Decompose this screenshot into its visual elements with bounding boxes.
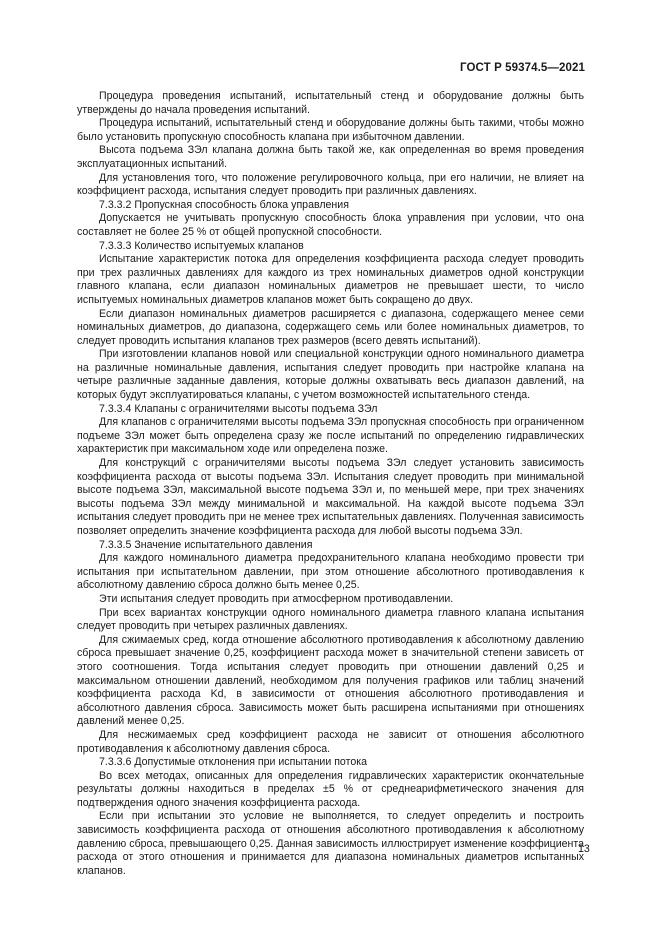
- paragraph-1: Процедура проведения испытаний, испытательный стенд и оборудование должны быть утверждены до начала проведения испытаний.: [77, 90, 584, 116]
- section-heading-7-3-3-3: 7.3.3.3 Количество испытуемых клапанов: [99, 239, 304, 252]
- paragraph-7: Если диапазон номинальных диаметров расширяется с диапазона, содержащего менее семи номинальных диаметров, до диапазона, содержащего семь или более номинальных диаметров, то следует проводить испытания клапанов трех размеров (всего девять испытаний).: [77, 307, 584, 347]
- section-heading-7-3-3-4: 7.3.3.4 Клапаны с ограничителями высоты подъема ЗЭл: [99, 402, 378, 415]
- paragraph-13: При всех вариантах конструкции одного номинального диаметра главного клапана испытания следует проводить при четырех различных давлениях.: [77, 606, 584, 633]
- paragraph-8: При изготовлении клапанов новой или специальной конструкции одного номинального диаметра на различные номинальные давления, испытания следует проводить при настройке клапана на четыре различные заданные давления, которые должны охватывать весь диапазон давлений, на которых будут эксплуатироваться клапаны, с учетом возможностей испытательного стенда.: [77, 348, 584, 402]
- section-heading-7-3-3-2: 7.3.3.2 Пропускная способность блока управления: [99, 198, 349, 211]
- paragraph-3: Высота подъема ЗЭл клапана должна быть такой же, как определенная во время проведения эксплуатационных испытаний.: [77, 144, 584, 170]
- paragraph-2: Процедура испытаний, испытательный стенд и оборудование должны быть такими, чтобы можно было установить пропускную способность клапана при избыточном давлении.: [77, 117, 584, 143]
- document-header: ГОСТ Р 59374.5—2021: [460, 62, 585, 74]
- paragraph-5: Допускается не учитывать пропускную способность блока управления при условии, что она составляет не более 25 % от общей пропускной способности.: [77, 212, 584, 238]
- paragraph-14: Для сжимаемых сред, когда отношение абсолютного противодавления к абсолютному давлению сброса превышает значение 0,25, коэффициент расхода может в значительной степени зависеть от этого соотношения. Тогда испытания следует проводить при отношении давлений 0,25 и максимальном отношении давлений, необходимом для получения графиков или таблиц значений коэффициента расхода Kd, в зависимости от отношения абсолютного противодавления и абсолютного давления сброса. Зависимость может быть расширена испытаниями при отношениях давлений менее 0,25.: [77, 633, 584, 728]
- section-heading-7-3-3-6: 7.3.3.6 Допустимые отклонения при испытании потока: [99, 756, 367, 769]
- page-number: 13: [578, 843, 590, 855]
- paragraph-10: Для конструкций с ограничителями высоты подъема ЗЭл следует установить зависимость коэффициента расхода от высоты подъема ЗЭл. Испытания следует проводить при минимальной высоте подъема ЗЭл, максимальной высоте подъема ЗЭл и, по меньшей мере, при трех значениях высоты подъема ЗЭл между минимальной и максимальной. На каждой высоте подъема ЗЭл испытания следует проводить при не менее трех испытательных давлениях. Полученная зависимость позволяет определить значение коэффициента расхода для любой высоты подъема ЗЭл.: [77, 457, 584, 537]
- section-heading-7-3-3-5: 7.3.3.5 Значение испытательного давления: [99, 538, 313, 551]
- paragraph-16: Во всех методах, описанных для определения гидравлических характеристик окончательные результаты должны находиться в пределах ±5 % от среднеарифметического значения для подтверждения одного значения коэффициента расхода.: [77, 769, 584, 809]
- paragraph-11: Для каждого номинального диаметра предохранительного клапана необходимо провести три испытания при испытательном давлении, при этом отношение абсолютного противодавления к абсолютному давлению сброса должно быть менее 0,25.: [77, 552, 584, 592]
- paragraph-15: Для несжимаемых сред коэффициент расхода не зависит от отношения абсолютного противодавления к абсолютному давления сброса.: [77, 728, 584, 755]
- paragraph-9: Для клапанов с ограничителями высоты подъема ЗЭл пропускная способность при ограниченном подъеме ЗЭл может быть определена сразу же после испытаний по определению гидравлических характеристик при максимальном ходе или определена позже.: [77, 416, 584, 456]
- paragraph-6: Испытание характеристик потока для определения коэффициента расхода следует проводить при трех различных давлениях для каждого из трех номинальных диаметров одной конструкции главного клапана, если диапазон номинальных диаметров не превышает шести, то число испытуемых номинальных диаметров клапанов может быть сокращено до двух.: [77, 253, 584, 306]
- paragraph-4: Для установления того, что положение регулировочного кольца, при его наличии, не влияет на коэффициент расхода, испытания следует проводить при различных давлениях.: [77, 171, 584, 198]
- document-body: [77, 90, 584, 878]
- paragraph-17: Если при испытании это условие не выполняется, то следует определить и построить зависимость коэффициента расхода от отношения абсолютного противодавления к абсолютному давлению сброса, превышающего 0,25. Данная зависимость иллюстрирует изменение коэффициента расхода от этого отношения и принимается для диапазона номинальных диаметров испытанных клапанов.: [77, 810, 584, 877]
- paragraph-12: Эти испытания следует проводить при атмосферном противодавлении.: [99, 592, 454, 605]
